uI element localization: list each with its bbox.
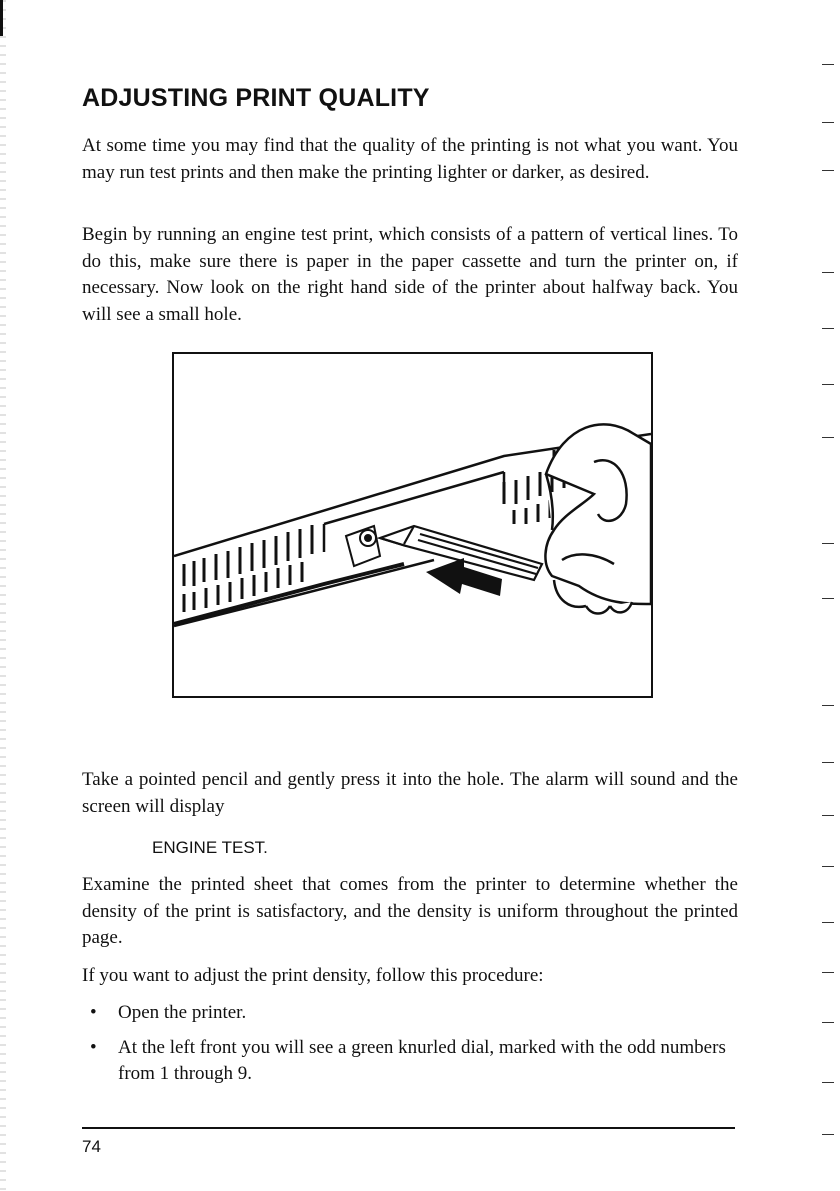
footer-divider <box>82 1127 735 1129</box>
test-print-paragraph: Begin by running an engine test print, which consists of a pattern of vertical lines. To do this, make sure there is paper in the paper cassette and turn the printer on, if necessary. Now look on the right hand side of the printer about halfway back. You will see a small hole. <box>82 224 738 325</box>
hand-drawing <box>545 424 651 613</box>
examine-paragraph: Examine the printed sheet that comes from the printer to determine whether the density of the print is satisfactory, and the density is uniform throughout the printed page. <box>82 874 738 948</box>
test-hole <box>346 526 380 566</box>
pencil-instruction-paragraph: Take a pointed pencil and gently press it into the hole. The alarm will sound and the screen will display <box>82 769 738 817</box>
display-message: ENGINE TEST. <box>152 838 268 857</box>
printer-illustration <box>172 352 653 698</box>
scan-mark <box>0 0 3 36</box>
list-item: • At the left front you will see a green knurled dial, marked with the odd numbers from 1 through 9. <box>82 1035 742 1088</box>
list-item: • Open the printer. <box>82 1000 742 1027</box>
vent-slots-left <box>184 525 312 612</box>
scan-edge <box>0 0 6 1191</box>
procedure-list <box>82 1000 742 1088</box>
adjust-paragraph: If you want to adjust the print density, follow this procedure: <box>82 965 544 986</box>
page-number: 74 <box>82 1137 101 1156</box>
pencil-pressing-test-hole-illustration <box>174 354 651 696</box>
scan-margin-marks <box>820 0 834 1191</box>
intro-paragraph: At some time you may find that the quality of the printing is not what you want. You may run test prints and then make the printing lighter or darker, as desired. <box>82 135 738 183</box>
page-title: ADJUSTING PRINT QUALITY <box>82 84 430 112</box>
